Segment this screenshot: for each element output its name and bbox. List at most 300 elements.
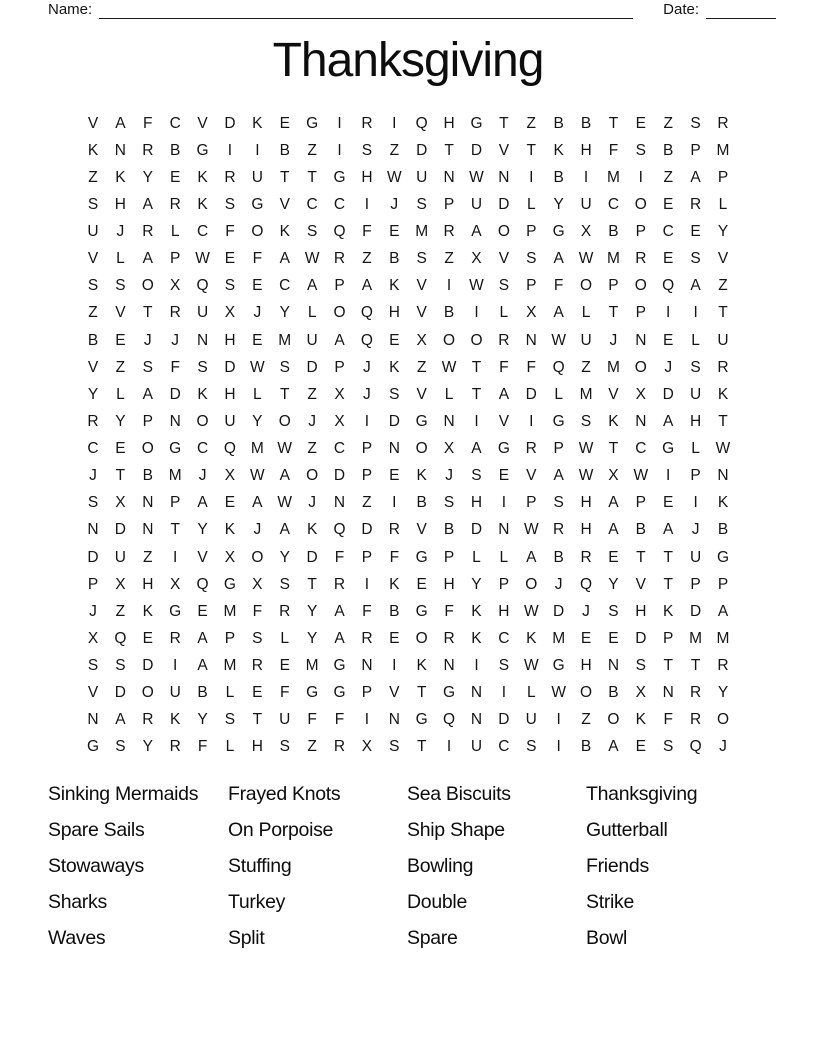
grid-cell[interactable]: R bbox=[361, 629, 373, 647]
grid-cell[interactable]: T bbox=[280, 168, 290, 186]
grid-cell[interactable]: E bbox=[115, 440, 126, 458]
grid-cell[interactable]: E bbox=[115, 331, 126, 349]
grid-cell[interactable]: E bbox=[279, 657, 290, 675]
grid-cell[interactable]: G bbox=[662, 440, 675, 458]
grid-cell[interactable]: O bbox=[634, 358, 647, 376]
grid-cell[interactable]: T bbox=[471, 358, 482, 376]
grid-cell[interactable]: T bbox=[636, 548, 646, 566]
grid-cell[interactable]: G bbox=[196, 141, 209, 159]
grid-cell[interactable]: B bbox=[279, 141, 290, 159]
grid-cell[interactable]: N bbox=[333, 494, 346, 512]
grid-cell[interactable]: X bbox=[580, 223, 592, 241]
grid-cell[interactable]: R bbox=[580, 548, 592, 566]
grid-cell[interactable]: Y bbox=[197, 711, 208, 729]
grid-cell[interactable]: P bbox=[224, 629, 236, 647]
grid-cell[interactable]: V bbox=[498, 412, 510, 430]
grid-cell[interactable]: T bbox=[663, 657, 673, 675]
grid-cell[interactable]: N bbox=[443, 412, 455, 430]
grid-cell[interactable]: W bbox=[469, 277, 484, 295]
grid-cell[interactable]: B bbox=[580, 738, 592, 756]
grid-cell[interactable]: E bbox=[224, 494, 236, 512]
grid-cell[interactable]: T bbox=[608, 304, 619, 322]
grid-cell[interactable]: N bbox=[169, 412, 181, 430]
grid-cell[interactable]: W bbox=[250, 467, 265, 485]
grid-cell[interactable]: Z bbox=[115, 358, 126, 376]
grid-cell[interactable]: O bbox=[141, 277, 154, 295]
grid-cell[interactable]: W bbox=[277, 494, 293, 512]
grid-cell[interactable]: M bbox=[552, 629, 566, 647]
grid-cell[interactable]: N bbox=[635, 331, 647, 349]
grid-cell[interactable]: B bbox=[580, 114, 592, 132]
grid-cell[interactable]: K bbox=[389, 575, 400, 593]
grid-cell[interactable]: K bbox=[306, 521, 318, 539]
grid-cell[interactable]: G bbox=[552, 223, 565, 241]
grid-cell[interactable]: D bbox=[470, 521, 483, 539]
grid-cell[interactable]: H bbox=[580, 494, 592, 512]
grid-cell[interactable]: F bbox=[280, 684, 290, 702]
grid-cell[interactable]: A bbox=[608, 738, 619, 756]
grid-cell[interactable]: X bbox=[170, 575, 181, 593]
grid-cell[interactable]: S bbox=[115, 738, 126, 756]
grid-cell[interactable]: H bbox=[142, 575, 154, 593]
grid-cell[interactable]: S bbox=[87, 494, 99, 512]
grid-cell[interactable]: O bbox=[634, 195, 647, 213]
grid-cell[interactable]: C bbox=[279, 277, 291, 295]
grid-cell[interactable]: I bbox=[529, 168, 534, 186]
grid-cell[interactable]: W bbox=[523, 521, 539, 539]
grid-cell[interactable]: S bbox=[279, 358, 290, 376]
grid-cell[interactable]: Q bbox=[223, 440, 236, 458]
grid-cell[interactable]: D bbox=[498, 711, 510, 729]
grid-cell[interactable]: Y bbox=[252, 412, 263, 430]
grid-cell[interactable]: O bbox=[278, 412, 291, 430]
grid-cell[interactable]: R bbox=[717, 358, 729, 376]
grid-cell[interactable]: L bbox=[472, 548, 481, 566]
grid-cell[interactable]: E bbox=[142, 629, 153, 647]
grid-cell[interactable]: E bbox=[252, 684, 263, 702]
grid-cell[interactable]: Z bbox=[307, 738, 317, 756]
grid-cell[interactable]: S bbox=[389, 385, 400, 403]
grid-cell[interactable]: I bbox=[364, 575, 370, 593]
grid-cell[interactable]: Q bbox=[114, 629, 127, 647]
grid-cell[interactable]: N bbox=[525, 331, 537, 349]
grid-cell[interactable]: H bbox=[580, 141, 592, 159]
grid-cell[interactable]: J bbox=[691, 521, 700, 539]
grid-cell[interactable]: C bbox=[333, 440, 346, 458]
grid-cell[interactable]: O bbox=[497, 223, 510, 241]
grid-cell[interactable]: K bbox=[635, 711, 646, 729]
grid-cell[interactable]: J bbox=[363, 385, 371, 403]
grid-cell[interactable]: A bbox=[197, 494, 208, 512]
grid-cell[interactable]: I bbox=[446, 277, 452, 295]
grid-cell[interactable]: P bbox=[635, 304, 646, 322]
grid-cell[interactable]: B bbox=[553, 114, 564, 132]
grid-cell[interactable]: O bbox=[415, 629, 428, 647]
grid-cell[interactable]: Y bbox=[306, 629, 318, 647]
grid-cell[interactable]: Y bbox=[717, 684, 729, 702]
grid-cell[interactable]: S bbox=[361, 141, 373, 159]
grid-cell[interactable]: Z bbox=[88, 168, 98, 186]
grid-cell[interactable]: E bbox=[608, 548, 619, 566]
grid-cell[interactable]: W bbox=[578, 250, 594, 268]
grid-cell[interactable]: R bbox=[443, 629, 455, 647]
grid-cell[interactable]: P bbox=[690, 141, 701, 159]
grid-cell[interactable]: R bbox=[224, 168, 236, 186]
grid-cell[interactable]: P bbox=[87, 575, 99, 593]
grid-cell[interactable]: G bbox=[251, 195, 264, 213]
grid-cell[interactable]: Z bbox=[444, 250, 454, 268]
grid-cell[interactable]: M bbox=[716, 629, 730, 647]
grid-cell[interactable]: Q bbox=[360, 304, 373, 322]
grid-cell[interactable]: W bbox=[304, 250, 320, 268]
grid-cell[interactable]: L bbox=[526, 684, 536, 702]
grid-cell[interactable]: S bbox=[279, 575, 290, 593]
grid-cell[interactable]: V bbox=[498, 250, 510, 268]
grid-cell[interactable]: O bbox=[415, 440, 428, 458]
grid-cell[interactable]: V bbox=[416, 277, 427, 295]
grid-cell[interactable]: P bbox=[635, 223, 646, 241]
grid-cell[interactable]: C bbox=[169, 114, 181, 132]
grid-cell[interactable]: Y bbox=[142, 738, 153, 756]
grid-cell[interactable]: Q bbox=[689, 738, 702, 756]
grid-cell[interactable]: S bbox=[526, 250, 537, 268]
grid-cell[interactable]: P bbox=[361, 440, 373, 458]
grid-cell[interactable]: R bbox=[169, 195, 181, 213]
grid-cell[interactable]: A bbox=[279, 467, 290, 485]
grid-cell[interactable]: N bbox=[114, 141, 126, 159]
grid-cell[interactable]: Q bbox=[196, 575, 209, 593]
grid-cell[interactable]: W bbox=[250, 358, 265, 376]
grid-cell[interactable]: K bbox=[279, 223, 290, 241]
grid-cell[interactable]: G bbox=[497, 440, 510, 458]
grid-cell[interactable]: A bbox=[279, 521, 290, 539]
grid-cell[interactable]: D bbox=[361, 521, 373, 539]
grid-cell[interactable]: A bbox=[553, 304, 564, 322]
grid-cell[interactable]: D bbox=[553, 602, 565, 620]
grid-cell[interactable]: R bbox=[717, 657, 729, 675]
grid-cell[interactable]: P bbox=[526, 494, 537, 512]
grid-cell[interactable]: F bbox=[252, 602, 263, 620]
grid-cell[interactable]: A bbox=[498, 385, 510, 403]
grid-cell[interactable]: A bbox=[663, 412, 674, 430]
grid-cell[interactable]: H bbox=[635, 602, 647, 620]
grid-cell[interactable]: F bbox=[197, 738, 208, 756]
grid-cell[interactable]: Y bbox=[717, 223, 729, 241]
grid-cell[interactable]: P bbox=[170, 250, 181, 268]
grid-cell[interactable]: L bbox=[225, 684, 235, 702]
grid-cell[interactable]: M bbox=[579, 385, 593, 403]
grid-cell[interactable]: S bbox=[690, 114, 701, 132]
grid-cell[interactable]: W bbox=[386, 168, 402, 186]
grid-cell[interactable]: G bbox=[169, 440, 182, 458]
grid-cell[interactable]: R bbox=[142, 223, 154, 241]
grid-cell[interactable]: S bbox=[224, 195, 236, 213]
grid-cell[interactable]: N bbox=[470, 711, 483, 729]
grid-cell[interactable]: R bbox=[717, 114, 729, 132]
grid-cell[interactable]: D bbox=[635, 629, 647, 647]
grid-cell[interactable]: P bbox=[498, 575, 510, 593]
grid-cell[interactable]: V bbox=[87, 250, 99, 268]
grid-cell[interactable]: O bbox=[141, 440, 154, 458]
grid-cell[interactable]: A bbox=[526, 548, 537, 566]
grid-cell[interactable]: E bbox=[389, 629, 400, 647]
grid-cell[interactable]: Z bbox=[362, 494, 372, 512]
grid-cell[interactable]: Y bbox=[115, 412, 126, 430]
grid-cell[interactable]: L bbox=[225, 738, 235, 756]
grid-cell[interactable]: U bbox=[224, 412, 236, 430]
grid-cell[interactable]: P bbox=[361, 548, 373, 566]
grid-cell[interactable]: X bbox=[471, 250, 482, 268]
grid-cell[interactable]: V bbox=[389, 684, 400, 702]
grid-cell[interactable]: Z bbox=[115, 602, 126, 620]
grid-cell[interactable]: C bbox=[607, 195, 620, 213]
grid-cell[interactable]: D bbox=[114, 684, 126, 702]
grid-cell[interactable]: D bbox=[114, 521, 126, 539]
grid-cell[interactable]: M bbox=[606, 250, 620, 268]
grid-cell[interactable]: N bbox=[498, 521, 510, 539]
grid-cell[interactable]: D bbox=[388, 412, 400, 430]
grid-cell[interactable]: S bbox=[389, 738, 400, 756]
grid-cell[interactable]: P bbox=[690, 467, 701, 485]
grid-cell[interactable]: B bbox=[87, 331, 99, 349]
grid-cell[interactable]: X bbox=[224, 548, 236, 566]
grid-cell[interactable]: K bbox=[416, 657, 427, 675]
grid-cell[interactable]: V bbox=[197, 114, 208, 132]
grid-cell[interactable]: Y bbox=[142, 168, 153, 186]
grid-cell[interactable]: F bbox=[499, 358, 509, 376]
grid-cell[interactable]: X bbox=[361, 738, 373, 756]
grid-cell[interactable]: S bbox=[443, 494, 455, 512]
grid-cell[interactable]: I bbox=[583, 168, 589, 186]
grid-cell[interactable]: B bbox=[142, 467, 153, 485]
grid-cell[interactable]: I bbox=[474, 412, 479, 430]
grid-cell[interactable]: D bbox=[470, 141, 483, 159]
grid-cell[interactable]: L bbox=[170, 223, 180, 241]
grid-cell[interactable]: M bbox=[716, 141, 730, 159]
grid-cell[interactable]: H bbox=[470, 494, 483, 512]
grid-cell[interactable]: E bbox=[252, 331, 263, 349]
grid-cell[interactable]: U bbox=[717, 331, 729, 349]
grid-cell[interactable]: L bbox=[499, 548, 509, 566]
grid-cell[interactable]: P bbox=[690, 575, 701, 593]
grid-cell[interactable]: Z bbox=[718, 277, 728, 295]
grid-cell[interactable]: I bbox=[474, 304, 479, 322]
grid-cell[interactable]: I bbox=[501, 684, 507, 702]
grid-cell[interactable]: V bbox=[115, 304, 126, 322]
grid-cell[interactable]: R bbox=[333, 738, 346, 756]
grid-cell[interactable]: G bbox=[716, 548, 730, 566]
grid-cell[interactable]: T bbox=[280, 385, 290, 403]
grid-cell[interactable]: Z bbox=[307, 440, 317, 458]
grid-cell[interactable]: W bbox=[469, 168, 484, 186]
grid-cell[interactable]: R bbox=[388, 521, 400, 539]
grid-cell[interactable]: A bbox=[142, 385, 153, 403]
grid-cell[interactable]: A bbox=[115, 711, 126, 729]
grid-cell[interactable]: F bbox=[608, 141, 619, 159]
grid-cell[interactable]: S bbox=[224, 277, 236, 295]
grid-cell[interactable]: O bbox=[251, 548, 264, 566]
grid-cell[interactable]: T bbox=[416, 738, 427, 756]
grid-cell[interactable]: E bbox=[279, 114, 290, 132]
grid-cell[interactable]: T bbox=[690, 657, 701, 675]
grid-cell[interactable]: S bbox=[416, 250, 427, 268]
grid-cell[interactable]: E bbox=[663, 195, 674, 213]
grid-cell[interactable]: K bbox=[87, 141, 99, 159]
grid-cell[interactable]: H bbox=[580, 657, 592, 675]
grid-cell[interactable]: X bbox=[87, 629, 99, 647]
grid-cell[interactable]: I bbox=[666, 304, 671, 322]
grid-cell[interactable]: E bbox=[580, 629, 592, 647]
grid-cell[interactable]: U bbox=[169, 684, 181, 702]
grid-cell[interactable]: P bbox=[334, 358, 345, 376]
grid-cell[interactable]: B bbox=[717, 521, 729, 539]
grid-cell[interactable]: H bbox=[443, 114, 455, 132]
grid-cell[interactable]: J bbox=[253, 304, 262, 322]
grid-cell[interactable]: I bbox=[173, 548, 178, 566]
grid-cell[interactable]: U bbox=[580, 331, 592, 349]
grid-cell[interactable]: Q bbox=[333, 521, 346, 539]
grid-cell[interactable]: W bbox=[578, 440, 594, 458]
grid-cell[interactable]: B bbox=[170, 141, 181, 159]
grid-cell[interactable]: J bbox=[363, 358, 371, 376]
grid-cell[interactable]: Z bbox=[307, 141, 317, 159]
grid-cell[interactable]: M bbox=[415, 223, 429, 241]
grid-cell[interactable]: V bbox=[87, 114, 99, 132]
grid-cell[interactable]: X bbox=[334, 385, 345, 403]
grid-cell[interactable]: P bbox=[553, 440, 564, 458]
grid-cell[interactable]: R bbox=[690, 195, 702, 213]
grid-cell[interactable]: J bbox=[143, 331, 152, 349]
grid-cell[interactable]: K bbox=[553, 141, 564, 159]
grid-cell[interactable]: B bbox=[389, 250, 400, 268]
grid-cell[interactable]: S bbox=[498, 277, 510, 295]
grid-cell[interactable]: S bbox=[224, 711, 236, 729]
grid-cell[interactable]: Y bbox=[197, 521, 208, 539]
grid-cell[interactable]: G bbox=[415, 711, 428, 729]
grid-cell[interactable]: L bbox=[691, 440, 700, 458]
grid-cell[interactable]: V bbox=[498, 141, 510, 159]
grid-cell[interactable]: B bbox=[443, 304, 455, 322]
grid-cell[interactable]: H bbox=[498, 602, 510, 620]
grid-cell[interactable]: W bbox=[551, 331, 566, 349]
grid-cell[interactable]: S bbox=[635, 141, 646, 159]
grid-cell[interactable]: A bbox=[197, 629, 208, 647]
grid-cell[interactable]: P bbox=[443, 195, 455, 213]
grid-cell[interactable]: P bbox=[635, 494, 646, 512]
grid-cell[interactable]: Y bbox=[553, 195, 564, 213]
grid-cell[interactable]: Q bbox=[360, 331, 373, 349]
grid-cell[interactable]: Y bbox=[471, 575, 482, 593]
grid-cell[interactable]: X bbox=[334, 412, 345, 430]
grid-cell[interactable]: R bbox=[525, 440, 537, 458]
grid-cell[interactable]: I bbox=[392, 494, 397, 512]
grid-cell[interactable]: D bbox=[525, 385, 537, 403]
grid-cell[interactable]: B bbox=[663, 141, 674, 159]
grid-cell[interactable]: S bbox=[87, 195, 99, 213]
grid-cell[interactable]: K bbox=[717, 494, 729, 512]
grid-cell[interactable]: L bbox=[116, 250, 125, 268]
grid-cell[interactable]: S bbox=[306, 223, 318, 241]
grid-cell[interactable]: G bbox=[470, 114, 483, 132]
grid-cell[interactable]: H bbox=[251, 738, 263, 756]
grid-cell[interactable]: R bbox=[553, 521, 565, 539]
grid-cell[interactable]: I bbox=[392, 114, 397, 132]
grid-cell[interactable]: W bbox=[715, 440, 731, 458]
grid-cell[interactable]: A bbox=[361, 277, 373, 295]
grid-cell[interactable]: F bbox=[143, 114, 153, 132]
grid-cell[interactable]: R bbox=[498, 331, 510, 349]
grid-cell[interactable]: U bbox=[87, 223, 99, 241]
grid-cell[interactable]: Z bbox=[416, 358, 427, 376]
grid-cell[interactable]: T bbox=[471, 385, 482, 403]
grid-cell[interactable]: W bbox=[523, 602, 539, 620]
grid-cell[interactable]: E bbox=[252, 277, 263, 295]
grid-cell[interactable]: D bbox=[416, 141, 428, 159]
grid-cell[interactable]: K bbox=[663, 602, 674, 620]
grid-cell[interactable]: D bbox=[169, 385, 181, 403]
grid-cell[interactable]: M bbox=[606, 358, 620, 376]
grid-cell[interactable]: N bbox=[142, 494, 154, 512]
grid-cell[interactable]: E bbox=[498, 467, 510, 485]
grid-cell[interactable]: T bbox=[608, 440, 619, 458]
grid-cell[interactable]: E bbox=[663, 331, 674, 349]
grid-cell[interactable]: E bbox=[389, 467, 400, 485]
grid-cell[interactable]: E bbox=[663, 250, 674, 268]
grid-cell[interactable]: W bbox=[277, 440, 293, 458]
grid-cell[interactable]: G bbox=[306, 114, 319, 132]
grid-cell[interactable]: T bbox=[252, 711, 263, 729]
grid-cell[interactable]: H bbox=[388, 304, 400, 322]
grid-cell[interactable]: X bbox=[170, 277, 181, 295]
grid-cell[interactable]: Q bbox=[443, 711, 456, 729]
grid-cell[interactable]: R bbox=[635, 250, 647, 268]
grid-cell[interactable]: A bbox=[197, 657, 208, 675]
grid-cell[interactable]: V bbox=[87, 358, 99, 376]
grid-cell[interactable]: A bbox=[334, 629, 345, 647]
grid-cell[interactable]: G bbox=[333, 168, 346, 186]
grid-cell[interactable]: R bbox=[333, 250, 346, 268]
grid-cell[interactable]: U bbox=[279, 711, 291, 729]
grid-cell[interactable]: S bbox=[115, 657, 126, 675]
grid-cell[interactable]: O bbox=[251, 223, 264, 241]
grid-cell[interactable]: M bbox=[278, 331, 292, 349]
grid-cell[interactable]: V bbox=[635, 575, 646, 593]
grid-cell[interactable]: B bbox=[389, 602, 400, 620]
grid-cell[interactable]: D bbox=[662, 385, 674, 403]
grid-cell[interactable]: F bbox=[389, 548, 400, 566]
grid-cell[interactable]: M bbox=[223, 602, 237, 620]
grid-cell[interactable]: K bbox=[608, 412, 619, 430]
grid-cell[interactable]: D bbox=[142, 657, 154, 675]
grid-cell[interactable]: A bbox=[471, 223, 482, 241]
grid-cell[interactable]: W bbox=[523, 657, 539, 675]
grid-cell[interactable]: H bbox=[114, 195, 126, 213]
grid-cell[interactable]: T bbox=[663, 548, 673, 566]
grid-cell[interactable]: C bbox=[196, 223, 209, 241]
grid-cell[interactable]: X bbox=[115, 575, 126, 593]
grid-cell[interactable]: F bbox=[362, 223, 372, 241]
grid-cell[interactable]: D bbox=[690, 602, 702, 620]
grid-cell[interactable]: T bbox=[307, 168, 317, 186]
grid-cell[interactable]: I bbox=[227, 141, 233, 159]
grid-cell[interactable]: F bbox=[334, 711, 345, 729]
grid-cell[interactable]: Y bbox=[306, 602, 318, 620]
grid-cell[interactable]: J bbox=[445, 467, 453, 485]
grid-cell[interactable]: Y bbox=[279, 548, 290, 566]
grid-cell[interactable]: M bbox=[223, 657, 237, 675]
grid-cell[interactable]: Q bbox=[662, 277, 675, 295]
grid-cell[interactable]: R bbox=[251, 657, 263, 675]
